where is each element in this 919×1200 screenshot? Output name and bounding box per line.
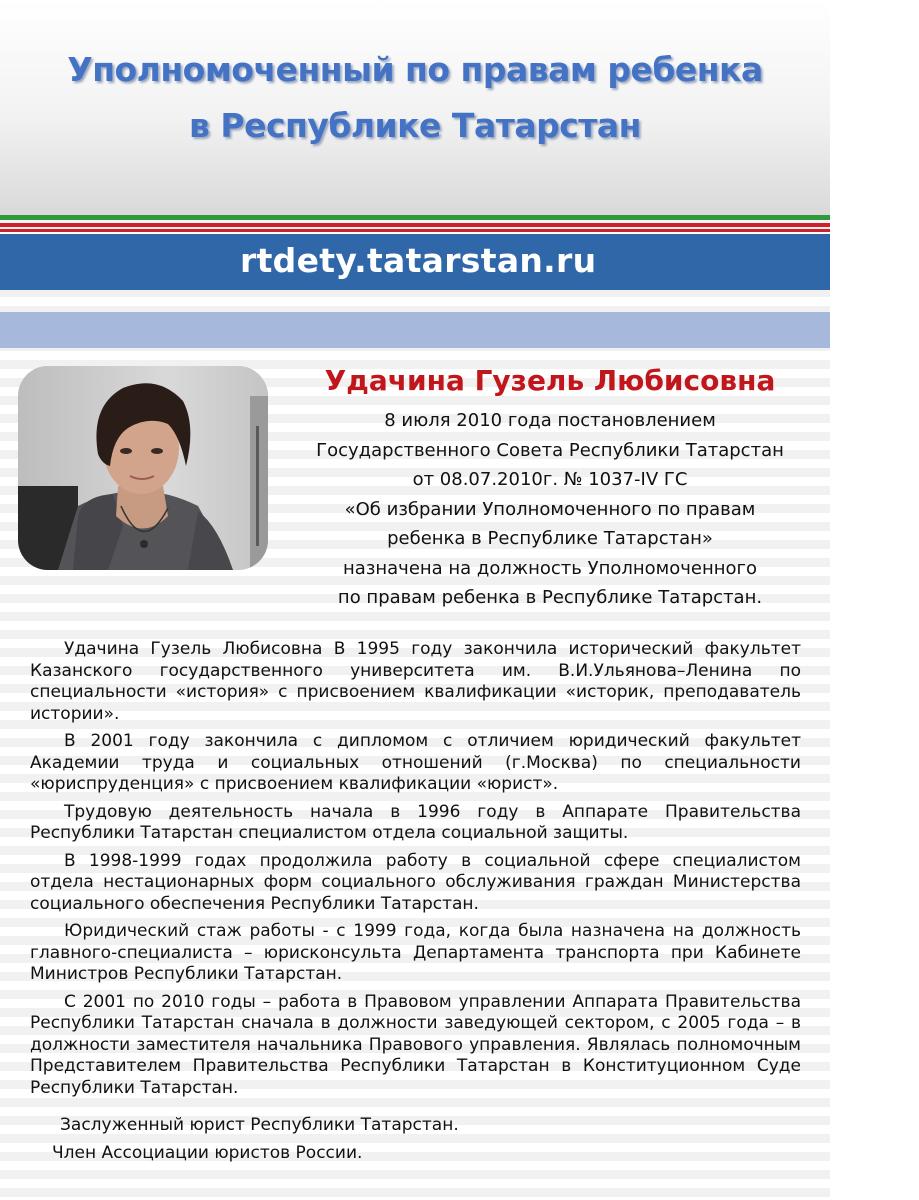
bio-paragraph: Юридический стаж работы - с 1999 года, когда была назначена на должность главного-специалиста – юрисконсульта Департамента транспорта при Кабинете Министров Республики Татарстан. [30, 921, 801, 984]
portrait-photo [18, 366, 268, 570]
biography [30, 639, 801, 1105]
decree-line: по правам ребенка в Республике Татарстан. [337, 587, 763, 608]
bio-paragraph: В 2001 году закончила с дипломом с отличием юридический факультет Академии труда и социальных отношений (г.Москва) по специальности «юриспруденция» с присвоением квалификации «юрист». [30, 731, 801, 794]
person-name: Удачина Гузель Любисовна [324, 364, 776, 397]
title-line-1: Уполномоченный по правам ребенка [67, 50, 763, 89]
bio-paragraph: В 1998-1999 годах продолжила работу в социальной сфере специалистом отдела нестационарных форм социального обслуживания граждан Министерства социального обеспечения Республики Татарстан. [30, 850, 801, 914]
decree-line: назначена на должность Уполномоченного [343, 557, 757, 579]
decree-line: ребенка в Республике Татарстан» [387, 528, 713, 549]
decree-line: «Об избрании Уполномоченного по правам [344, 498, 756, 520]
header-band [0, 0, 830, 215]
bio-paragraph: Трудовую деятельность начала в 1996 году в Аппарате Правительства Республики Татарстан специалистом отдела социальной защиты. [30, 801, 801, 843]
bio-paragraph: Удачина Гузель Любисовна В 1995 году закончила исторический факультет Казанского государственного университета им. В.И.Ульянова–Ленина по специальности «история» с присвоением квалификации «историк, преподаватель истории». [30, 639, 801, 724]
title-line-2: в Республике Татарстан [189, 106, 641, 145]
site-url[interactable]: rtdety.tatarstan.ru [240, 241, 597, 280]
portrait-illustration [18, 366, 268, 570]
url-bar [0, 234, 830, 290]
membership: Член Ассоциации юристов России. [52, 1143, 363, 1163]
appointment-decree [290, 406, 810, 613]
flag-stripe-red [0, 229, 830, 232]
page-title [0, 42, 830, 154]
decree-line: от 08.07.2010г. № 1037-IV ГС [412, 469, 688, 490]
bio-paragraph: С 2001 по 2010 годы – работа в Правовом управлении Аппарата Правительства Республики Татарстан сначала в должности заведующей сектором, с 2005 года – в должности заместителя начальника Правового управления. Являлась полномочным Представителем Правительства Республики Татарстан в Конституционном Суде Республики Татарстан. [30, 991, 801, 1098]
decree-line: 8 июля 2010 года постановлением [384, 410, 716, 431]
honor-title: Заслуженный юрист Республики Татарстан. [60, 1115, 459, 1135]
decree-line: Государственного Совета Республики Татарстан [316, 439, 784, 461]
divider-bar [0, 312, 830, 348]
